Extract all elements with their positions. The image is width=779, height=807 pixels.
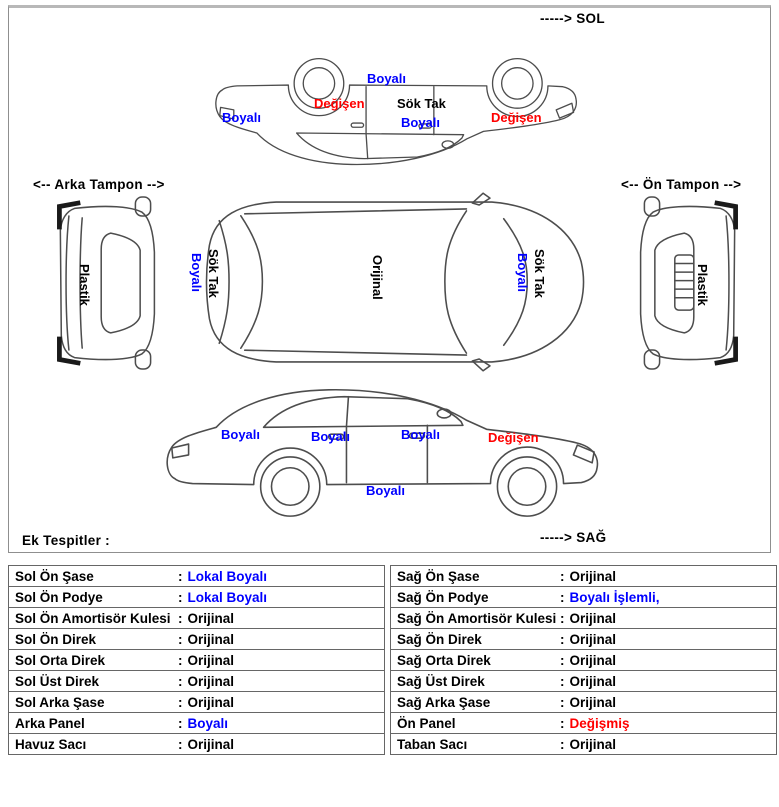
part-name: Sol Üst Direk [15,674,100,689]
part-name: Sol Ön Şase [15,569,94,584]
label-top-front-door-upper-status: Sök Tak [397,96,446,111]
part-name: Sol Orta Direk [15,653,106,668]
label-side-front-door-status: Boyalı [401,427,441,442]
colon-separator: : [560,632,565,647]
colon-separator: : [560,653,565,668]
table-row [391,692,776,713]
label-hood-status-group [514,230,548,316]
label-side-front-fender-status: Değişen [488,430,539,445]
part-name: Arka Panel [15,716,85,731]
label-top-front-fender-status: Değişen [491,110,542,125]
part-name: Taban Sacı [397,737,468,752]
part-status: Orijinal [187,737,235,752]
part-status: Orijinal [187,611,235,626]
table-row [9,713,384,734]
label-roof-status: Orijinal [370,254,385,300]
table-row [391,587,776,608]
colon-separator: : [178,611,183,626]
label-top-front-door-lower-status: Boyalı [401,115,441,130]
part-name: Sağ Ön Podye [397,590,489,605]
caption-rear-bumper: <-- Arka Tampon --> [33,177,165,192]
part-name: Sağ Üst Direk [397,674,485,689]
part-name: Ön Panel [397,716,456,731]
label-top-roof-status: Boyalı [367,71,407,86]
colon-separator: : [178,737,183,752]
part-status: Orijinal [569,674,617,689]
table-row [9,734,384,754]
colon-separator: : [560,737,565,752]
part-status: Orijinal [187,653,235,668]
table-row [9,671,384,692]
caption-front-bumper: <-- Ön Tampon --> [621,177,742,192]
part-name: Sağ Ön Amortisör Kulesi [397,611,557,626]
part-status: Orijinal [187,632,235,647]
left-side-parts-table [8,565,385,755]
part-name: Sol Arka Şase [15,695,105,710]
colon-separator: : [178,653,183,668]
part-status: Orijinal [569,695,617,710]
label-side-rear-fender-status: Boyalı [221,427,261,442]
part-status: Orijinal [187,695,235,710]
part-name: Sağ Arka Şase [397,695,491,710]
colon-separator: : [178,716,183,731]
table-row [391,608,776,629]
part-status: Orijinal [569,569,617,584]
colon-separator: : [560,590,565,605]
car-front-view-illustration [633,194,747,372]
part-status: Değişmiş [569,716,630,731]
part-status: Lokal Boyalı [187,590,268,605]
table-row [391,734,776,754]
colon-separator: : [178,695,183,710]
table-row [9,629,384,650]
table-row [391,671,776,692]
part-status: Orijinal [569,632,617,647]
part-name: Sol Ön Podye [15,590,103,605]
table-row [9,566,384,587]
orientation-label-sol: -----> SOL [540,11,605,26]
notes-label: Ek Tespitler : [22,533,110,548]
part-name: Havuz Sacı [15,737,87,752]
label-side-rocker-status: Boyalı [366,483,406,498]
table-row [391,713,776,734]
label-top-rear-door-status: Değişen [314,96,365,111]
part-status: Boyalı [187,716,229,731]
label-trunk-lower-status: Boyalı [189,253,204,293]
table-row [391,629,776,650]
colon-separator: : [560,674,565,689]
right-side-parts-table [390,565,777,755]
label-trunk-upper-status: Sök Tak [206,248,221,298]
table-row [9,650,384,671]
table-row [391,650,776,671]
colon-separator: : [560,695,565,710]
label-hood-lower-status: Boyalı [515,253,530,293]
label-rear-bumper-material: Plastik [77,264,92,306]
part-status: Orijinal [569,653,617,668]
part-name: Sağ Ön Şase [397,569,480,584]
label-trunk-status-group [188,230,222,316]
part-name: Sağ Orta Direk [397,653,491,668]
label-hood-upper-status: Sök Tak [532,248,547,298]
colon-separator: : [178,632,183,647]
colon-separator: : [560,569,565,584]
label-front-bumper-material: Plastik [695,264,710,306]
part-name: Sol Ön Direk [15,632,97,647]
colon-separator: : [178,674,183,689]
part-status: Orijinal [569,611,617,626]
part-name: Sağ Ön Direk [397,632,482,647]
part-status: Lokal Boyalı [187,569,268,584]
label-top-rear-fender-status: Boyalı [222,110,262,125]
part-status: Boyalı İşlemli, [569,590,660,605]
part-status: Orijinal [187,674,235,689]
table-row [391,566,776,587]
orientation-label-sag: -----> SAĞ [540,530,607,545]
part-status: Orijinal [569,737,617,752]
car-rear-view-illustration [48,194,162,372]
label-side-rear-door-status: Boyalı [311,429,351,444]
table-row [9,587,384,608]
colon-separator: : [560,611,565,626]
colon-separator: : [178,590,183,605]
colon-separator: : [178,569,183,584]
table-row [9,692,384,713]
table-row [9,608,384,629]
colon-separator: : [560,716,565,731]
part-name: Sol Ön Amortisör Kulesi [15,611,171,626]
car-right-side-view-illustration [158,376,604,524]
